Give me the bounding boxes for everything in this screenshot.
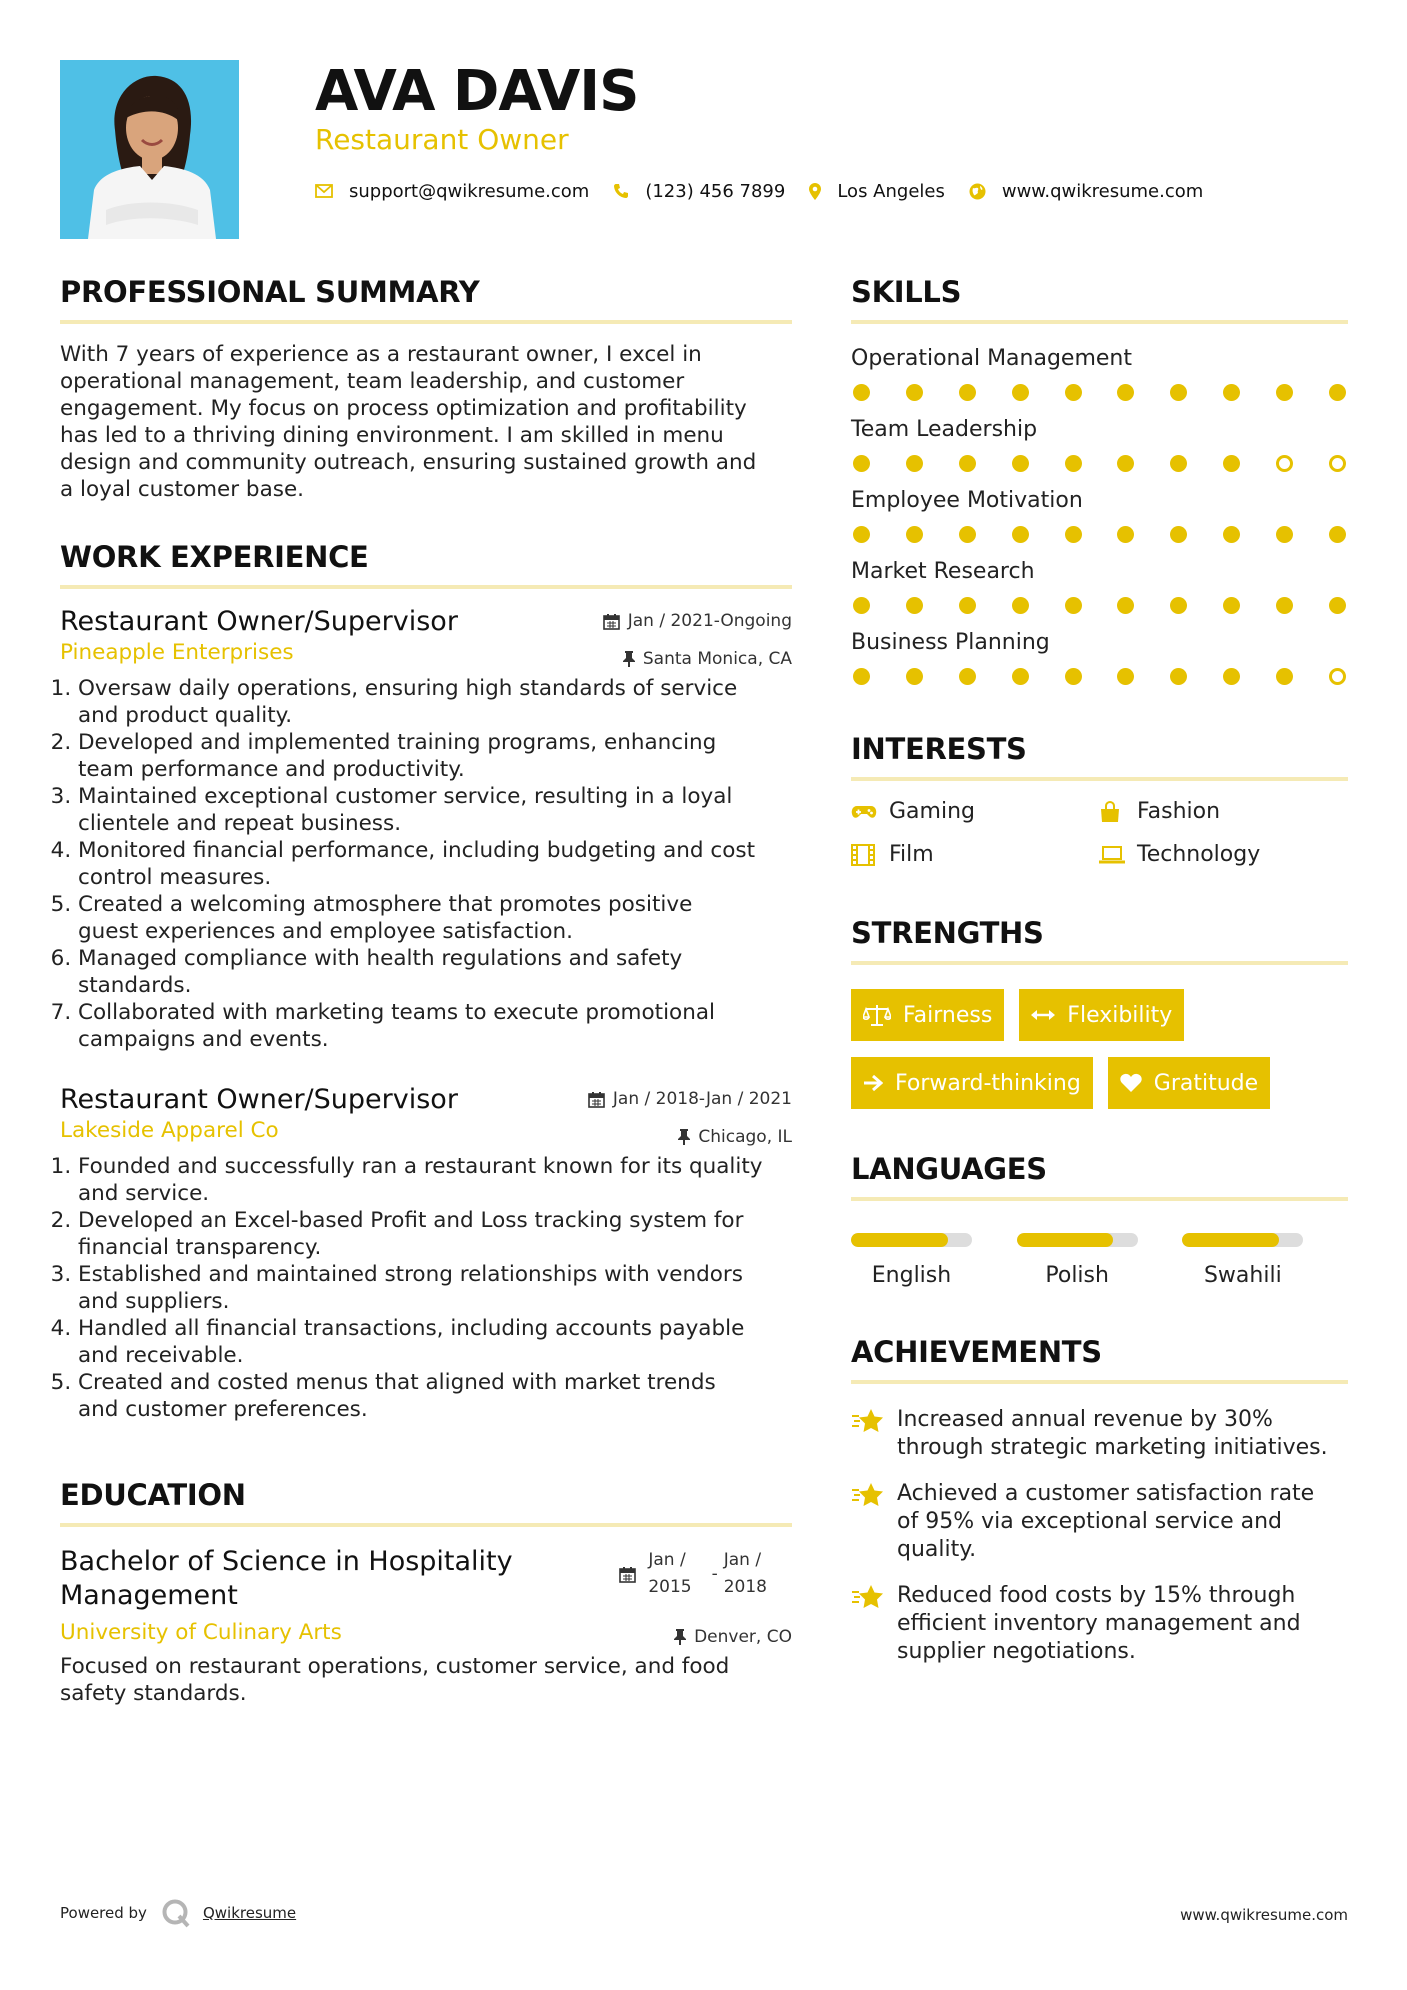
map-marker-icon (809, 183, 821, 200)
section-divider (851, 961, 1348, 965)
list-item: 7. Collaborated with marketing teams to execute promotional campaigns and events. (78, 999, 792, 1053)
rating-dot-filled (1065, 668, 1082, 685)
skill-label: Market Research (851, 559, 1035, 584)
language-label: English (871, 1263, 952, 1288)
rating-dot-filled (1117, 384, 1134, 401)
language-level-fill (1017, 1233, 1114, 1247)
rating-dot-filled (906, 526, 923, 543)
summary-text (60, 341, 792, 503)
rating-dot-filled (906, 597, 923, 614)
globe-icon (969, 183, 986, 200)
rating-dot-filled (906, 455, 923, 472)
section-title-education: EDUCATION (60, 1478, 246, 1512)
strength-tag (1019, 989, 1184, 1041)
summary-line: engagement. My focus on process optimization and profitability (60, 396, 747, 421)
heart-icon (1120, 1073, 1142, 1093)
section-divider (851, 1197, 1348, 1201)
job-title: Restaurant Owner/Supervisor (60, 1084, 458, 1115)
language-level-bar (851, 1233, 972, 1247)
language-level-fill (1182, 1233, 1279, 1247)
language-item (1182, 1233, 1348, 1288)
laptop-icon (1099, 846, 1137, 864)
rating-dot-filled (906, 384, 923, 401)
summary-section (60, 272, 792, 503)
rating-dot-filled (1276, 526, 1293, 543)
experience-section (60, 537, 792, 1423)
rating-dot-filled (1223, 384, 1240, 401)
rating-dot-filled (959, 526, 976, 543)
strength-label: Flexibility (1067, 1002, 1173, 1028)
phone-icon (613, 183, 629, 199)
job-title: Restaurant Owner/Supervisor (60, 606, 458, 637)
rating-dot-filled (1117, 597, 1134, 614)
rating-dot-filled (1276, 668, 1293, 685)
rating-dot-filled (853, 668, 870, 685)
skill-rating (851, 668, 1348, 685)
rating-dot-filled (1170, 597, 1187, 614)
list-item: 2. Developed and implemented training programs, enhancing team performance and productivity. (78, 729, 792, 783)
strengths-section (851, 913, 1348, 1109)
school-name: University of Culinary Arts (60, 1620, 342, 1645)
job-bullets (60, 675, 792, 1053)
rating-dot-filled (1276, 384, 1293, 401)
achievement-text: Reduced food costs by 15% through efficient inventory management and supplier negotiations. (897, 1583, 1301, 1664)
rating-dot-filled (959, 668, 976, 685)
calendar-icon (603, 613, 620, 630)
skill-item (851, 486, 1348, 543)
rating-dot-filled (959, 384, 976, 401)
rating-dot-filled (853, 455, 870, 472)
section-title-experience: WORK EXPERIENCE (60, 540, 369, 574)
interest-item (851, 842, 1099, 867)
skill-label: Employee Motivation (851, 488, 1083, 513)
job-company: Pineapple Enterprises (60, 640, 294, 665)
rating-dot-filled (1223, 597, 1240, 614)
star-icon (851, 1406, 897, 1462)
rating-dot-filled (959, 455, 976, 472)
rating-dot-filled (1276, 597, 1293, 614)
achievement-text: Achieved a customer satisfaction rate of 95% via exceptional service and quality. (897, 1481, 1315, 1562)
interests-list (851, 799, 1348, 867)
achievement-item (851, 1582, 1348, 1666)
powered-by-label: Powered by (60, 1904, 147, 1922)
job-date (588, 1089, 792, 1109)
rating-dot-filled (1170, 668, 1187, 685)
list-item: 1. Oversaw daily operations, ensuring high standards of service and product quality. (78, 675, 792, 729)
rating-dot-filled (1329, 597, 1346, 614)
skills-list (851, 344, 1348, 685)
calendar-icon (588, 1091, 605, 1108)
skill-item (851, 628, 1348, 685)
job-entry (60, 605, 792, 1053)
pushpin-icon (623, 651, 635, 667)
rating-dot-filled (1329, 526, 1346, 543)
skill-label: Business Planning (851, 630, 1050, 655)
interest-label: Gaming (889, 799, 975, 824)
rating-dot-filled (1065, 597, 1082, 614)
section-divider (851, 777, 1348, 781)
profile-photo (60, 60, 239, 239)
section-divider (60, 1523, 792, 1527)
rating-dot-filled (1223, 526, 1240, 543)
education-section (60, 1475, 792, 1707)
list-item: 3. Established and maintained strong relationships with vendors and suppliers. (78, 1261, 792, 1315)
rating-dot-filled (1012, 597, 1029, 614)
arrows-horizontal-icon (1031, 1009, 1055, 1021)
skill-rating (851, 384, 1348, 401)
education-location-text: Denver, CO (694, 1627, 792, 1647)
section-title-strengths: STRENGTHS (851, 916, 1044, 950)
interest-label: Technology (1137, 842, 1261, 867)
interest-item (851, 799, 1099, 824)
summary-line: design and community outreach, ensuring sustained growth and (60, 450, 757, 475)
rating-dot-filled (1065, 384, 1082, 401)
skill-item (851, 344, 1348, 401)
calendar-icon (619, 1566, 636, 1583)
section-divider (851, 320, 1348, 324)
education-entry (60, 1545, 792, 1707)
rating-dot-filled (906, 668, 923, 685)
section-divider (60, 585, 792, 589)
skills-section (851, 272, 1348, 685)
summary-line: With 7 years of experience as a restaurant owner, I excel in (60, 342, 702, 367)
section-divider (60, 320, 792, 324)
person-portrait-image (60, 60, 239, 239)
section-title-skills: SKILLS (851, 275, 962, 309)
strength-label: Gratitude (1153, 1070, 1259, 1096)
rating-dot-filled (1117, 526, 1134, 543)
language-level-bar (1017, 1233, 1138, 1247)
interest-label: Film (889, 842, 934, 867)
rating-dot-empty (1329, 455, 1346, 472)
job-date-text: Jan / 2021-Ongoing (627, 611, 792, 631)
section-title-summary: PROFESSIONAL SUMMARY (60, 275, 480, 309)
contact-row (315, 176, 1227, 206)
pushpin-icon (678, 1129, 690, 1145)
education-date-start: Jan / 2015 (648, 1550, 692, 1597)
skill-rating (851, 455, 1348, 472)
education-description: Focused on restaurant operations, customer service, and food safety standards. (60, 1654, 730, 1706)
rating-dot-filled (1223, 455, 1240, 472)
section-divider (851, 1380, 1348, 1384)
education-date (619, 1547, 767, 1601)
list-item: 5. Created a welcoming atmosphere that promotes positive guest experiences and employee satisfaction. (78, 891, 792, 945)
summary-line: has led to a thriving dining environment. I am skilled in menu (60, 423, 724, 448)
rating-dot-empty (1329, 668, 1346, 685)
strength-tag (851, 989, 1004, 1041)
job-date (603, 611, 792, 631)
job-bullets (60, 1153, 792, 1423)
strengths-list (851, 989, 1348, 1109)
achievement-item (851, 1480, 1348, 1564)
job-location-text: Chicago, IL (698, 1127, 792, 1147)
contact-email[interactable]: support@qwikresume.com (349, 180, 590, 202)
contact-phone[interactable]: (123) 456 7899 (645, 180, 786, 202)
right-column (851, 272, 1348, 1666)
rating-dot-filled (1117, 455, 1134, 472)
language-label: Swahili (1203, 1263, 1282, 1288)
rating-dot-filled (1170, 384, 1187, 401)
skill-rating (851, 526, 1348, 543)
skill-rating (851, 597, 1348, 614)
rating-dot-filled (1329, 384, 1346, 401)
qwikresume-logo-icon (161, 1898, 191, 1928)
achievement-item (851, 1406, 1348, 1462)
interest-item (1099, 799, 1347, 824)
summary-line: a loyal customer base. (60, 477, 305, 502)
strength-tag (1108, 1057, 1270, 1109)
strength-tag (851, 1057, 1093, 1109)
footer-website-link[interactable]: www.qwikresume.com (1180, 1906, 1348, 1924)
section-title-interests: INTERESTS (851, 732, 1027, 766)
contact-website[interactable]: www.qwikresume.com (1001, 180, 1204, 202)
list-item: 1. Founded and successfully ran a restaurant known for its quality and service. (78, 1153, 792, 1207)
star-icon (851, 1582, 897, 1666)
language-item (1017, 1233, 1183, 1288)
gamepad-icon (851, 804, 889, 820)
envelope-icon (315, 184, 333, 198)
education-date-separator: - (711, 1563, 718, 1584)
list-item: 6. Managed compliance with health regulations and safety standards. (78, 945, 792, 999)
skill-item (851, 557, 1348, 614)
job-location-text: Santa Monica, CA (642, 649, 792, 669)
qwikresume-link[interactable]: Qwikresume (202, 1904, 297, 1922)
list-item: 3. Maintained exceptional customer service, resulting in a loyal clientele and repeat business. (78, 783, 792, 837)
left-column (60, 272, 792, 1707)
job-entry (60, 1083, 792, 1423)
rating-dot-filled (853, 597, 870, 614)
film-icon (851, 844, 889, 866)
job-company: Lakeside Apparel Co (60, 1118, 279, 1143)
skill-item (851, 415, 1348, 472)
pushpin-icon (674, 1629, 686, 1645)
list-item: 2. Developed an Excel-based Profit and Loss tracking system for financial transparency. (78, 1207, 792, 1261)
skill-label: Operational Management (851, 346, 1132, 371)
candidate-role: Restaurant Owner (315, 123, 569, 156)
rating-dot-filled (959, 597, 976, 614)
star-icon (851, 1480, 897, 1564)
language-level-fill (851, 1233, 948, 1247)
arrow-right-icon (863, 1074, 883, 1092)
section-title-achievements: ACHIEVEMENTS (851, 1335, 1102, 1369)
strength-label: Fairness (903, 1002, 993, 1028)
job-location (678, 1127, 792, 1147)
languages-list (851, 1233, 1348, 1288)
rating-dot-filled (1065, 455, 1082, 472)
rating-dot-filled (853, 526, 870, 543)
strength-label: Forward-thinking (895, 1070, 1081, 1096)
job-date-text: Jan / 2018-Jan / 2021 (612, 1089, 792, 1109)
rating-dot-empty (1276, 455, 1293, 472)
language-label: Polish (1045, 1263, 1109, 1288)
list-item: 5. Created and costed menus that aligned with market trends and customer preferences. (78, 1369, 792, 1423)
contact-location: Los Angeles (837, 180, 945, 202)
interest-item (1099, 842, 1347, 867)
achievement-text: Increased annual revenue by 30% through strategic marketing initiatives. (897, 1407, 1328, 1460)
achievements-list (851, 1406, 1348, 1666)
languages-section (851, 1149, 1348, 1288)
summary-line: operational management, team leadership, and customer (60, 369, 685, 394)
rating-dot-filled (1170, 526, 1187, 543)
list-item: 4. Monitored financial performance, including budgeting and cost control measures. (78, 837, 792, 891)
shopping-bag-icon (1099, 801, 1137, 823)
rating-dot-filled (1223, 668, 1240, 685)
education-location (674, 1627, 792, 1647)
degree-line: Bachelor of Science in Hospitality (60, 1546, 513, 1577)
rating-dot-filled (1012, 526, 1029, 543)
education-date-end: Jan / 2018 (723, 1550, 767, 1597)
rating-dot-filled (1117, 668, 1134, 685)
degree-line: Management (60, 1580, 238, 1611)
rating-dot-filled (1012, 668, 1029, 685)
job-location (623, 649, 792, 669)
skill-label: Team Leadership (851, 417, 1038, 442)
list-item: 4. Handled all financial transactions, including accounts payable and receivable. (78, 1315, 792, 1369)
balance-scale-icon (863, 1004, 891, 1026)
achievements-section (851, 1332, 1348, 1666)
rating-dot-filled (1170, 455, 1187, 472)
language-level-bar (1182, 1233, 1303, 1247)
candidate-name: AVA DAVIS (315, 59, 639, 124)
section-title-languages: LANGUAGES (851, 1152, 1047, 1186)
rating-dot-filled (1012, 384, 1029, 401)
interests-section (851, 729, 1348, 867)
interest-label: Fashion (1137, 799, 1221, 824)
footer-powered-by (60, 1898, 296, 1928)
rating-dot-filled (1065, 526, 1082, 543)
rating-dot-filled (1012, 455, 1029, 472)
rating-dot-filled (853, 384, 870, 401)
language-item (851, 1233, 1017, 1288)
